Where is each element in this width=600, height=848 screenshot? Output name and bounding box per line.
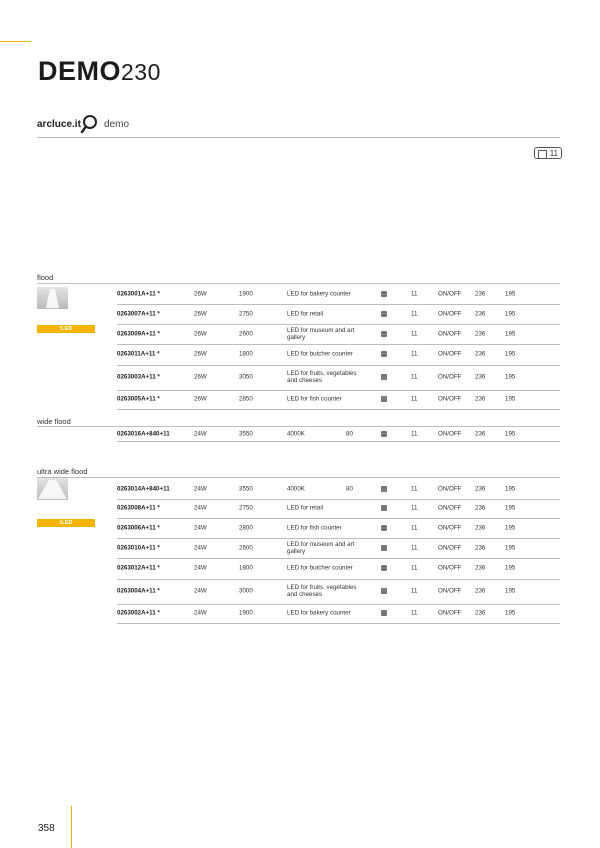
ip-square-icon [538,150,547,159]
table-row [117,604,560,622]
product-code: 0263006A+11 * [117,524,160,531]
wattage: 26W [194,330,207,337]
lumen-output: 2800 [239,524,253,531]
table-row [117,538,560,557]
ip-symbol-icon [381,588,387,594]
dimension-1: 236 [475,564,486,572]
switch-type: ON/OFF [438,609,462,617]
table-row [117,558,560,578]
switch-type: ON/OFF [438,310,462,318]
section-label: ultra wide flood [37,467,88,476]
switch-type: ON/OFF [438,430,462,437]
switch-type: ON/OFF [438,587,462,595]
product-code: 0263011A+11 * [117,350,160,358]
dimension-2: 195 [505,609,516,617]
lumen-output: 2600 [239,330,253,337]
product-code: 0263008A+11 * [117,504,160,512]
description: LED for bakery counter [287,290,351,298]
ip-number: 11 [411,290,418,298]
dimension-1: 236 [475,587,486,595]
lumen-output: 3550 [239,430,253,437]
description: 4000K [287,485,305,492]
ip-number: 11 [411,373,418,381]
table-row [117,365,560,389]
dimension-2: 195 [505,290,516,298]
dimension-1: 236 [475,609,486,617]
description: LED for fish counter [287,524,342,531]
wattage: 26W [194,350,207,358]
switch-type: ON/OFF [438,544,462,551]
beam-thumbnail-image [37,478,68,500]
switch-type: ON/OFF [438,395,462,403]
ip-symbol-icon [381,291,387,297]
dimension-1: 236 [475,504,486,512]
ip-number: 11 [411,544,418,551]
description: 4000K [287,430,305,437]
row-divider [117,409,560,410]
ip-symbol-icon [381,525,387,531]
ip-number: 11 [411,504,418,512]
description: LED for retail [287,310,324,318]
dimension-1: 236 [475,524,486,531]
table-row [117,479,560,498]
dimension-1: 236 [475,395,486,403]
wattage: 26W [194,395,207,403]
accent-bar-bottom [71,806,72,848]
description: LED for butcher counter [287,350,353,358]
wattage: 24W [194,485,207,492]
wattage: 24W [194,544,207,551]
ip-symbol-icon [381,505,387,511]
wattage: 24W [194,564,207,572]
dimension-2: 195 [505,524,516,531]
lumen-output: 2600 [239,544,253,551]
dimension-2: 195 [505,564,516,572]
ip-number: 11 [411,330,418,337]
wattage: 26W [194,290,207,298]
table-row [117,390,560,408]
ip-symbol-icon [381,311,387,317]
product-code: 0263001A+11 * [117,290,160,298]
product-code: 0263014A+840+11 [117,485,170,492]
ip-symbol-icon [381,351,387,357]
ip-number: 11 [411,564,418,572]
wattage: 24W [194,504,207,512]
wattage: 24W [194,609,207,617]
description: LED for fruits, vegetables and cheeses [287,584,357,598]
lumen-output: 3050 [239,373,253,381]
description: LED for fish counter [287,395,342,403]
page-title [38,56,161,87]
product-code: 0263012A+11 * [117,564,160,572]
section-rule [37,283,560,284]
ip-symbol-icon [381,610,387,616]
led-professional-badge: !LED PROFESSIONAL [37,325,95,333]
wattage: 24W [194,524,207,531]
switch-type: ON/OFF [438,524,462,531]
row-divider [117,441,560,442]
table-row [117,285,560,303]
ip-number: 11 [411,609,418,617]
wattage: 24W [194,587,207,595]
lumen-output: 2850 [239,395,253,403]
lumen-output: 1900 [239,609,253,617]
dimension-1: 236 [475,544,486,551]
description: LED for museum and art gallery [287,540,355,555]
ip-symbol-icon [381,374,387,380]
led-professional-badge: !LED PROFESSIONAL [37,519,95,527]
lumen-output: 1800 [239,564,253,572]
lumen-output: 3000 [239,587,253,595]
row-divider [117,623,560,624]
ip-symbol-icon [381,565,387,571]
beam-thumbnail-image [37,287,68,309]
lumen-output: 1800 [239,350,253,358]
search-icon[interactable] [80,114,98,134]
dimension-2: 195 [505,430,516,437]
dimension-1: 236 [475,373,486,381]
ip-symbol-icon [381,331,387,337]
table-row [117,344,560,364]
dimension-2: 195 [505,330,516,337]
ip-number: 11 [411,310,418,318]
ip-number: 11 [411,587,418,595]
product-code: 0263009A+11 * [117,330,160,337]
title-light: 230 [121,59,161,85]
table-row [117,579,560,603]
product-code: 0263007A+11 * [117,310,160,318]
dimension-2: 195 [505,373,516,381]
table-row [117,427,560,440]
dimension-1: 236 [475,330,486,337]
ip-number: 11 [411,524,418,531]
wattage: 26W [194,310,207,318]
ip-number: 11 [411,430,418,437]
description: LED for fruits, vegetables and cheeses [287,370,357,384]
dimension-2: 195 [505,395,516,403]
ip-symbol-icon [381,486,387,492]
cri-value: 80 [346,485,353,492]
lumen-output: 2750 [239,504,253,512]
ip-number: 11 [411,485,418,492]
switch-type: ON/OFF [438,290,462,298]
switch-type: ON/OFF [438,564,462,572]
search-term: demo [104,119,130,130]
product-code: 0263016A+840+11 [117,430,170,437]
switch-type: ON/OFF [438,485,462,492]
switch-type: ON/OFF [438,373,462,381]
lumen-output: 1900 [239,290,253,298]
product-code: 0263010A+11 * [117,544,160,551]
switch-type: ON/OFF [438,350,462,358]
dimension-1: 236 [475,310,486,318]
switch-type: ON/OFF [438,504,462,512]
ip-symbol-icon [381,396,387,402]
section-rule [37,477,560,478]
dimension-1: 236 [475,290,486,298]
header-rule [37,137,560,138]
dimension-2: 195 [505,544,516,551]
dimension-2: 195 [505,504,516,512]
ip-rating-badge [534,147,562,159]
product-code: 0263002A+11 * [117,609,160,617]
wattage: 24W [194,430,207,437]
dimension-1: 236 [475,485,486,492]
accent-bar-top [0,41,31,42]
ip-symbol-icon [381,545,387,551]
product-code: 0263003A+11 * [117,373,160,381]
switch-type: ON/OFF [438,330,462,337]
site-link[interactable]: arcluce.it [37,119,81,130]
title-bold: DEMO [38,56,121,86]
section-label: wide flood [37,417,71,426]
section-label: flood [37,273,54,282]
table-row [117,499,560,517]
dimension-2: 195 [505,587,516,595]
dimension-2: 195 [505,485,516,492]
wattage: 26W [194,373,207,381]
table-row [117,324,560,343]
dimension-1: 236 [475,430,486,437]
page-number: 358 [38,823,55,834]
ip-number: 11 [411,350,418,358]
ip-symbol-icon [381,431,387,437]
description: LED for retail [287,504,324,512]
description: LED for butcher counter [287,564,353,572]
cri-value: 80 [346,430,353,437]
ip-rating-value: 11 [549,149,558,158]
table-row [117,305,560,323]
product-code: 0263004A+11 * [117,587,160,595]
table-row [117,518,560,537]
dimension-2: 195 [505,350,516,358]
description: LED for bakery counter [287,609,351,617]
description: LED for museum and art gallery [287,326,355,341]
dimension-2: 195 [505,310,516,318]
lumen-output: 2750 [239,310,253,318]
dimension-1: 236 [475,350,486,358]
ip-number: 11 [411,395,418,403]
product-code: 0263005A+11 * [117,395,160,403]
lumen-output: 3550 [239,485,253,492]
